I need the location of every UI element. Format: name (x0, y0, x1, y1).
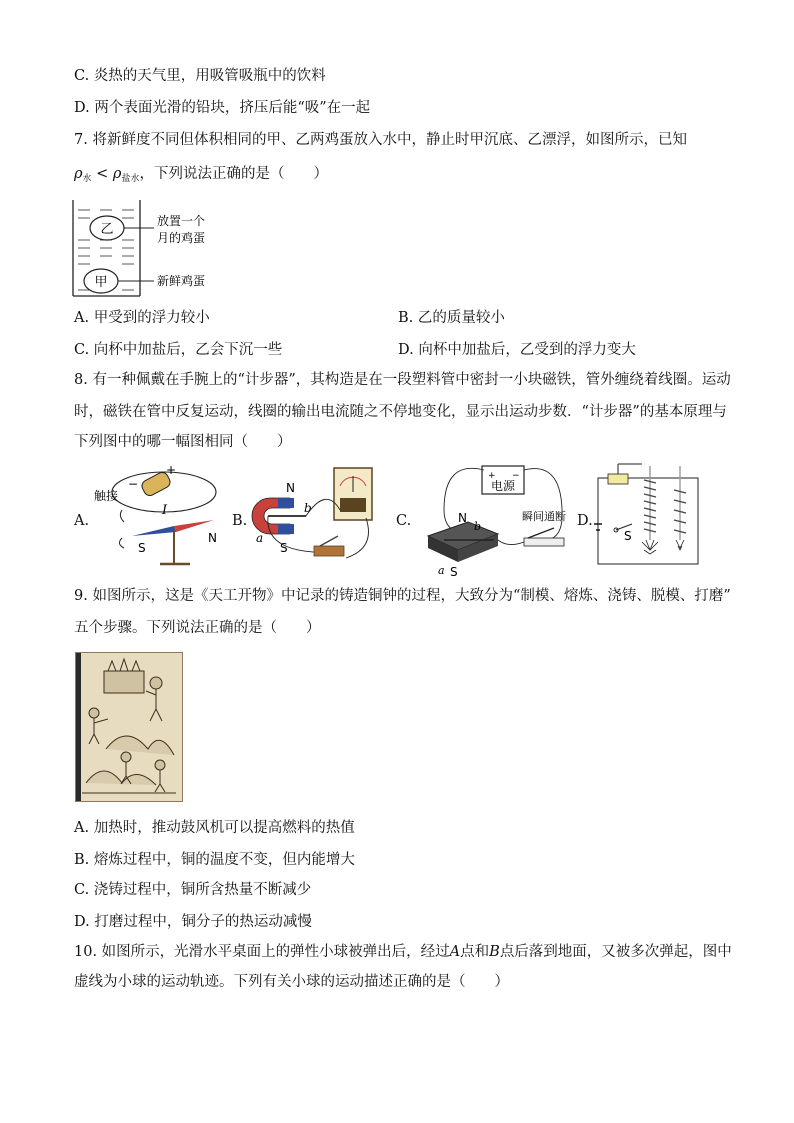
q10-stem-part1: 10. 如图所示，光滑水平桌面上的弹性小球被弹出后，经过 (74, 944, 450, 960)
rho-subscript-saltwater: 盐水 (121, 174, 140, 184)
pins-left (642, 540, 658, 554)
worker-head (89, 708, 99, 718)
worker-body (155, 770, 165, 792)
fig-b-n: N (286, 481, 295, 495)
galvanometer-icon (334, 468, 372, 520)
option-c-prev: C. 炎热的天气里，用吸管吸瓶中的饮料 (74, 68, 326, 84)
q8-label-d: D. (577, 513, 593, 529)
q7-option-a: A. 甲受到的浮力较小 (74, 310, 210, 326)
q8-stem-line1: 8. 有一种佩戴在手腕上的“计步器”，其构造是在一段塑料管中密封一小块磁铁，管外缠绕着线圈。运动 (74, 372, 731, 388)
q9-stem-line2: 五个步骤。下列说法正确的是（ ） (74, 620, 321, 636)
worker-head (150, 677, 162, 689)
compass-n: N (208, 531, 217, 545)
label-fresh-egg: 新鲜鸡蛋 (157, 274, 206, 288)
flames-icon (108, 659, 140, 671)
current-label: I (162, 503, 168, 518)
switch-icon (314, 546, 344, 556)
coil-right (674, 466, 686, 540)
q7-stem-line2 (74, 164, 328, 186)
rotation-arrow-icon (119, 538, 124, 548)
q9-option-c: C. 浇铸过程中，铜所含热量不断减少 (74, 882, 312, 898)
coil-left (644, 466, 656, 540)
rheostat-icon (608, 474, 628, 484)
mound-icon (106, 736, 174, 755)
rho-subscript-water: 水 (82, 174, 92, 184)
q10-stem-part3: 点后落到地面，又被多次弹起，图中 (499, 944, 732, 960)
q8-label-c: C. (396, 513, 412, 529)
fig-b-induction (250, 462, 380, 567)
q7-option-b: B. 乙的质量较小 (398, 310, 505, 326)
q9-option-d: D. 打磨过程中，铜分子的热运动减慢 (74, 914, 312, 930)
fig-b-a: a (256, 531, 264, 545)
fig-c-motor (414, 458, 574, 580)
switch-lever (320, 536, 338, 546)
magnet-n-pole (278, 498, 294, 508)
q9-option-b: B. 熔炼过程中，铜的温度不变，但内能增大 (74, 852, 355, 868)
switch-label: 瞬间通断 (522, 510, 566, 523)
q8-stem-line2: 时，磁铁在管中反复运动，线圈的输出电流随之不停地变化，显示出运动步数．“计步器”的基本原理与 (74, 404, 727, 420)
q7-option-d: D. 向杯中加盐后，乙受到的浮力变大 (398, 342, 636, 358)
q8-label-a: A. (74, 513, 90, 529)
wire (498, 540, 524, 545)
worker-head (155, 760, 165, 770)
q7-option-c: C. 向杯中加盐后，乙会下沉一些 (74, 342, 283, 358)
fig-d-s: S (624, 529, 632, 543)
switch-icon (524, 538, 564, 546)
q9-stem-line1: 9. 如图所示，这是《天工开物》中记录的铸造铜钟的过程，大致分为“制模、熔炼、浇铸、脱模、打磨” (74, 588, 731, 604)
point-b-label: B (489, 944, 500, 960)
rho-symbol: ρ (74, 166, 83, 182)
wire (524, 469, 562, 540)
label-month-egg-2: 月的鸡蛋 (157, 231, 206, 245)
wire (346, 518, 369, 558)
less-than: < (91, 166, 113, 182)
power-minus: − (512, 471, 520, 481)
q8-stem-line3: 下列图中的哪一幅图相同（ ） (74, 434, 292, 450)
touch-label: 触接 (94, 489, 119, 503)
worker-body (89, 718, 108, 744)
compass-s: S (138, 541, 146, 555)
power-label: 电源 (490, 479, 516, 493)
q7-stem-tail: ，下列说法正确的是（ ） (139, 166, 328, 182)
circuit-frame (598, 478, 698, 564)
pins-right (676, 540, 684, 550)
q9-option-a: A. 加热时，推动鼓风机可以提高燃料的热值 (74, 820, 355, 836)
egg-beaker-figure (70, 198, 240, 300)
fig-c-s: S (450, 565, 458, 579)
q10-stem-part2: 点和 (460, 944, 490, 960)
label-month-egg-1: 放置一个 (157, 214, 206, 228)
fig-c-n: N (458, 511, 467, 525)
woodcut-scene (76, 653, 182, 801)
point-a-label: A (449, 944, 461, 960)
battery-plus: + (166, 463, 177, 477)
needle-blue (132, 526, 176, 536)
power-plus: + (488, 471, 496, 481)
q10-stem-line1 (74, 942, 732, 962)
fig-c-b: b (474, 520, 482, 533)
egg-jia-label: 甲 (94, 275, 108, 290)
worker-body (146, 689, 162, 721)
furnace-icon (104, 671, 144, 693)
egg-yi-label: 乙 (100, 222, 114, 237)
worker-head (121, 752, 131, 762)
tiangong-kaiwu-illustration (75, 652, 183, 802)
fig-b-s: S (280, 541, 288, 555)
rho-symbol: ρ (112, 166, 122, 182)
q10-stem-line2: 虚线为小球的运动轨迹。下列有关小球的运动描述正确的是（ ） (74, 974, 509, 990)
fig-a-oersted (92, 460, 232, 570)
galvanometer-base (340, 498, 366, 512)
fig-c-a: a (438, 564, 445, 577)
magnet-s-pole (278, 524, 294, 534)
fig-d-electromagnet (592, 460, 708, 568)
arrow-icon (120, 510, 124, 522)
q7-stem-line1: 7. 将新鲜度不同但体积相同的甲、乙两鸡蛋放入水中，静止时甲沉底、乙漂浮，如图所示，已知 (74, 132, 687, 148)
mound-icon (86, 771, 156, 785)
option-d-prev: D. 两个表面光滑的铅块，挤压后能“吸”在一起 (74, 100, 371, 116)
q8-label-b: B. (232, 513, 248, 529)
battery-minus: − (128, 477, 139, 491)
switch-lever (528, 528, 554, 538)
fig-b-b: b (304, 501, 312, 515)
